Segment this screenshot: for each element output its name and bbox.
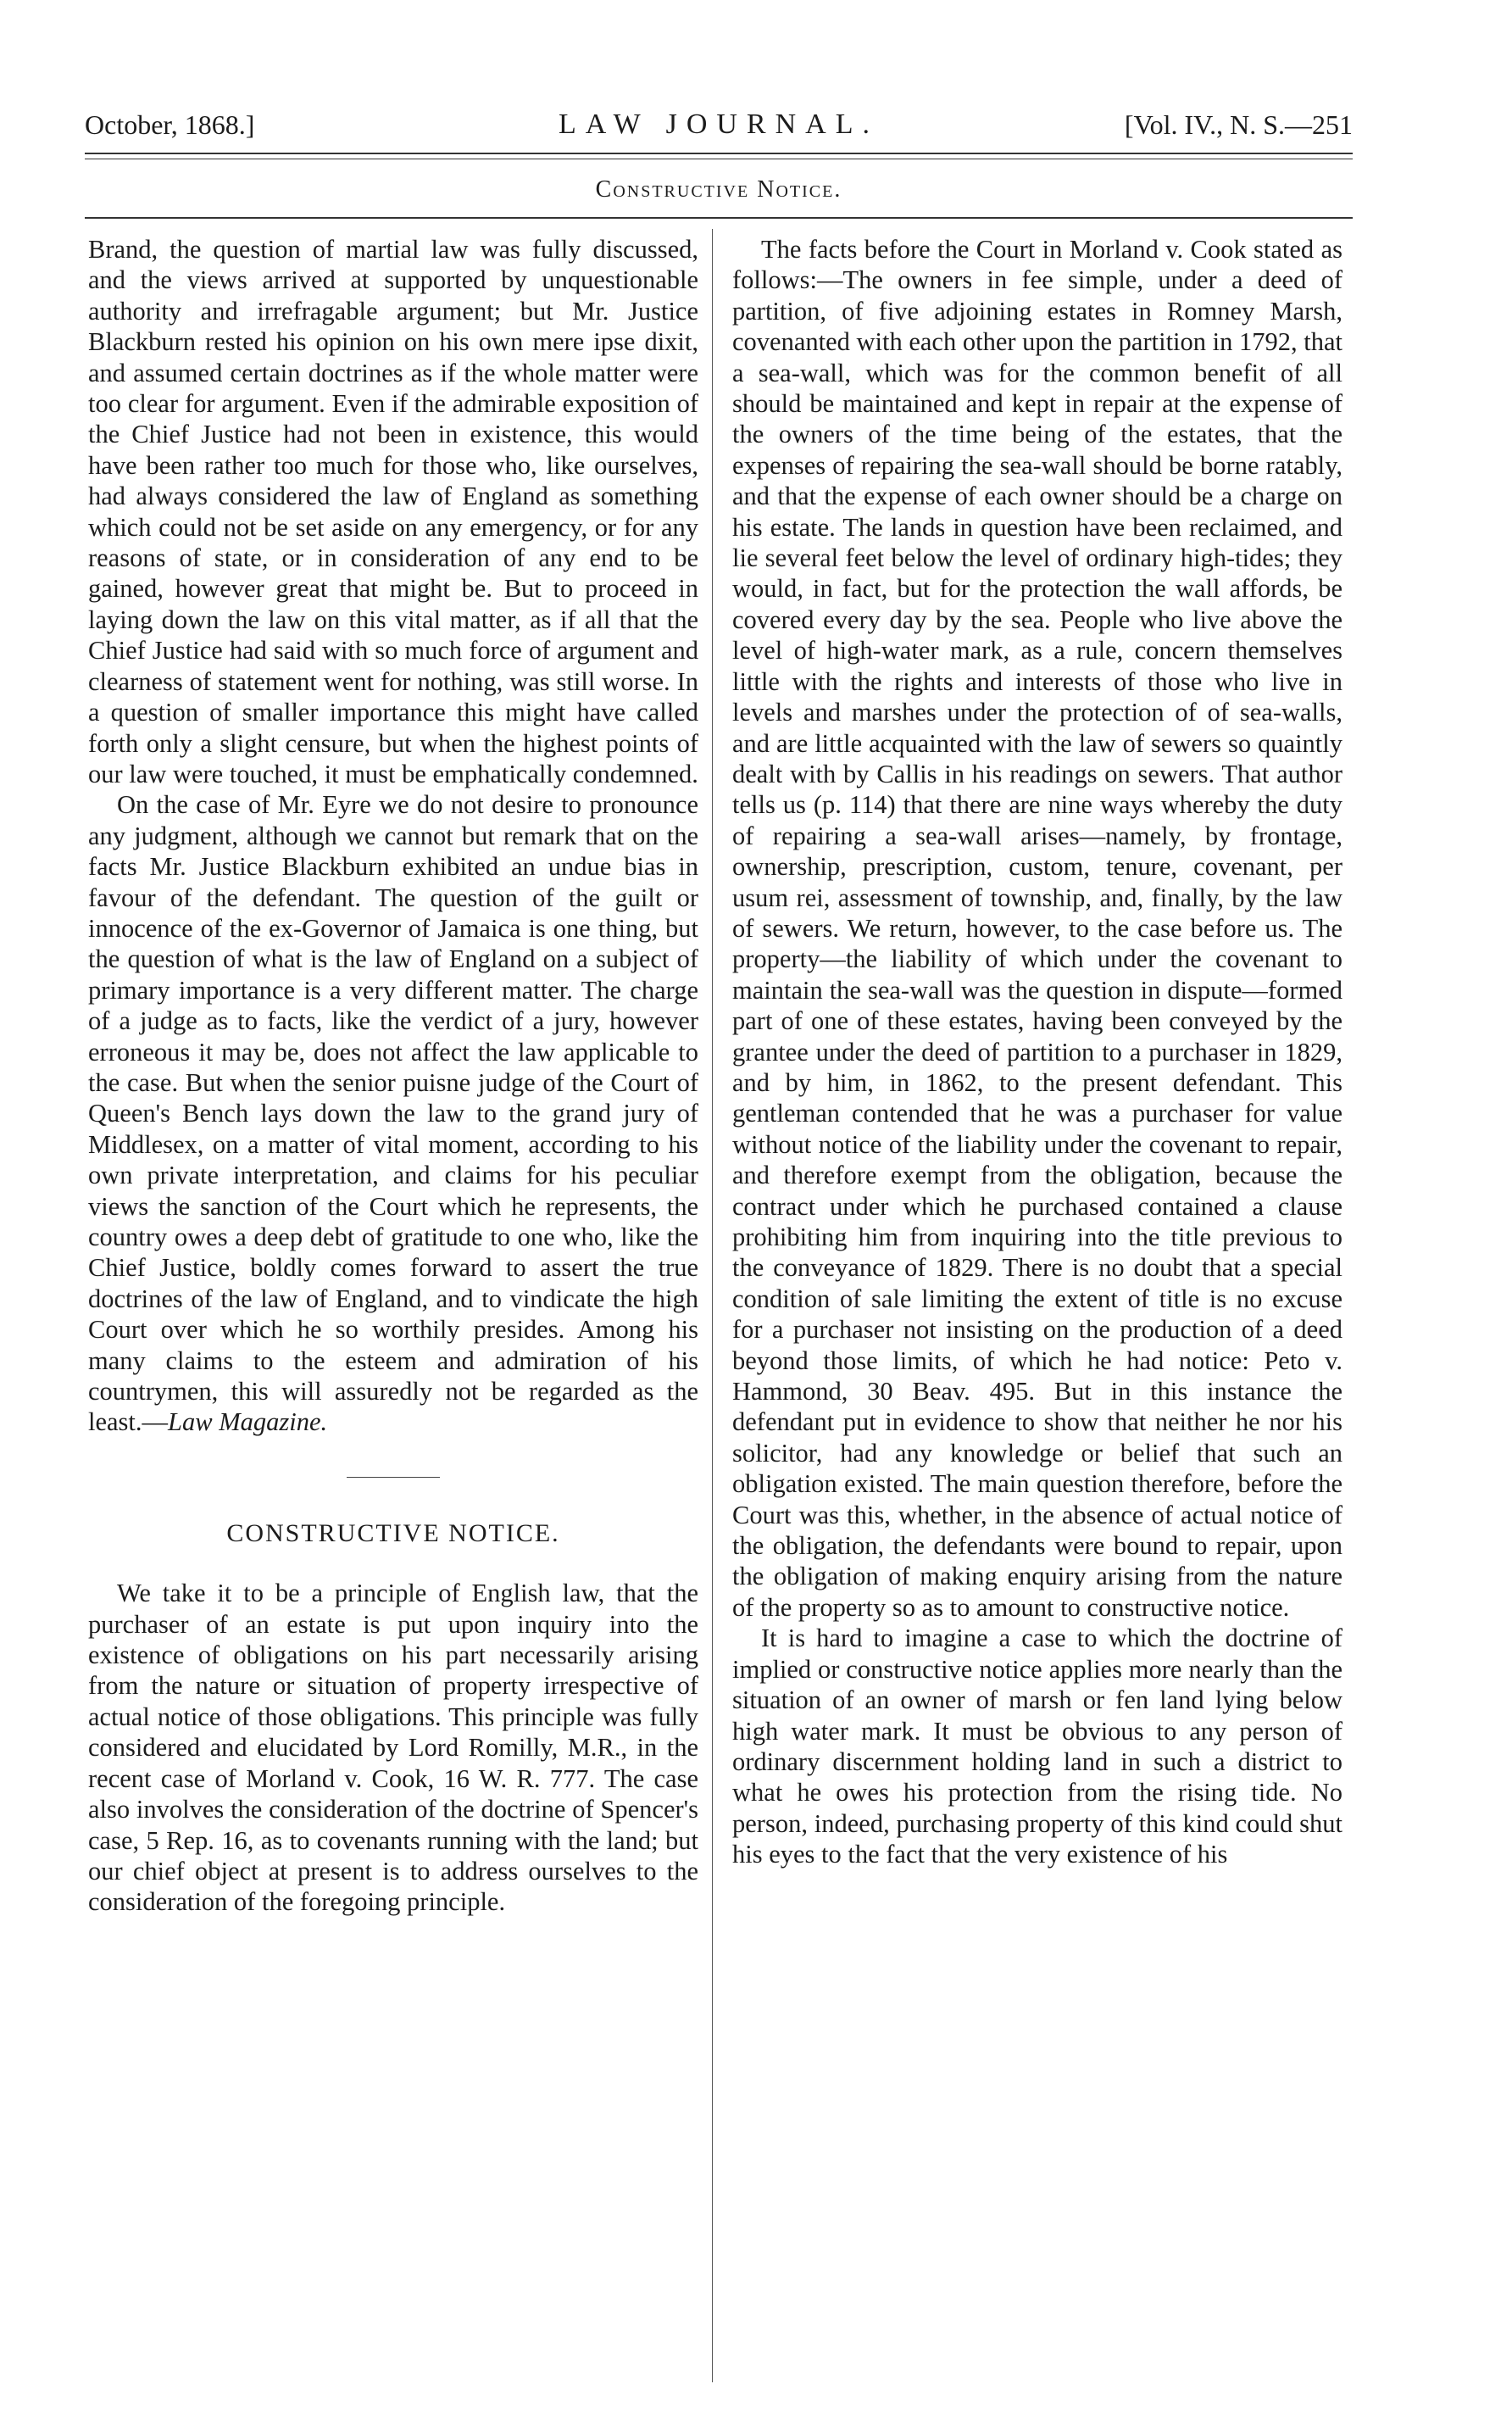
running-title: Constructive Notice.	[595, 176, 842, 203]
column-divider	[712, 229, 713, 2382]
header-date: October, 1868.]	[85, 109, 255, 140]
section-separator-rule	[347, 1477, 440, 1478]
right-column	[732, 234, 1342, 1870]
left-column	[88, 234, 698, 1918]
left-paragraph-3: We take it to be a principle of English law, that the purchaser of an estate is put upon inquiry into the existence of obligations on his part necessarily arising from the nature or situation of property irrespective of actual notice of those obligations. This principle was fully considered and elucidated by Lord Romilly, M.R., in the recent case of Morland v. Cook, 16 W. R. 777. The case also involves the consideration of the doctrine of Spencer's case, 5 Rep. 16, as to covenants running with the land; but our chief object at present is to address ourselves to the consideration of the foregoing principle.	[88, 1579, 698, 1917]
running-title-rule	[85, 217, 1353, 219]
right-paragraph-2: It is hard to imagine a case to which the doctrine of implied or constructive notice applies more nearly than the situation of an owner of marsh or fen land lying below high water mark. It must be obvious to any person of ordinary discernment holding land in such a district to what he owes his protection from the rising tide. No person, indeed, purchasing property of this kind could shut his eyes to the fact that the very existence of his	[732, 1624, 1342, 1869]
page-header	[85, 105, 1353, 144]
journal-title: LAW JOURNAL.	[559, 109, 879, 140]
signature-law-magazine: Law Magazine.	[168, 1407, 328, 1437]
left-paragraph-2	[88, 789, 698, 1438]
volume-page-number: [Vol. IV., N. S.—251	[1124, 109, 1353, 140]
left-paragraph-1: Brand, the question of martial law was fully discussed, and the views arrived at supported by unquestionable authority and irrefragable argument; but Mr. Justice Blackburn rested his opinion on his own mere ipse dixit, and assumed certain doctrines as if the whole matter were too clear for argument. Even if the admirable exposition of the Chief Justice had not been in existence, this would have been rather too much for those who, like ourselves, had always considered the law of England as something which could not be set aside on any emergency, or for any reasons of state, or in consideration of any end to be gained, however great that might be. But to proceed in laying down the law on this vital matter, as if all that the Chief Justice had said with so much force of argument and clearness of statement went for nothing, was still worse. In a question of smaller importance this might have called forth only a slight censure, but when the highest points of our law were touched, it must be emphatically condemned.	[88, 235, 698, 788]
right-paragraph-1: The facts before the Court in Morland v. Cook stated as follows:—The owners in fee simple, under a deed of partition, of five adjoining estates in Romney Marsh, covenanted with each other upon the partition in 1792, that a sea-wall, which was for the common benefit of all should be maintained and kept in repair at the expense of the owners of the time being of the estates, that the expenses of repairing the sea-wall should be borne ratably, and that the expense of each owner should be a charge on his estate. The lands in question have been reclaimed, and lie several feet below the level of ordinary high-tides; they would, in fact, but for the protection the wall affords, be covered every day by the sea. People who live above the level of high-water mark, as a rule, concern themselves little with the rights and interests of those who live in levels and marshes under the protection of of sea-walls, and are little acquainted with the law of sewers so quaintly dealt with by Callis in his readings on sewers. That author tells us (p. 114) that there are nine ways whereby the duty of repairing a sea-wall arises—namely, by frontage, ownership, prescription, custom, tenure, covenant, per usum rei, assessment of township, and, finally, by the law of sewers. We return, however, to the case before us. The property—the liability of which under the covenant to maintain the sea-wall was the question in dispute—formed part of one of these estates, having been conveyed by the grantee under the deed of partition to a purchaser in 1829, and by him, in 1862, to the present defendant. This gentleman contended that he was a purchaser for value without notice of the liability under the covenant to repair, and therefore exempt from the obligation, because the contract under which he purchased contained a clause prohibiting him from inquiring into the title previous to the conveyance of 1829. There is no doubt that a special condition of sale limiting the extent of title is no excuse for a purchaser not insisting on the production of a deed beyond those limits, of which he had notice: Peto v. Hammond, 30 Beav. 495. But in this instance the defendant put in evidence to show that neither he nor his solicitor, had any knowledge or belief that such an obligation existed. The main question therefore, before the Court was this, whether, in the absence of actual notice of the obligation, the defendants were bound to repair, upon the obligation of making enquiry arising from the nature of the property so as to amount to constructive notice.	[732, 235, 1342, 1622]
section-heading: CONSTRUCTIVE NOTICE.	[226, 1518, 560, 1547]
header-double-rule	[85, 153, 1353, 159]
left-paragraph-2-text: On the case of Mr. Eyre we do not desire to pronounce any judgment, although we cannot but remark that on the facts Mr. Justice Blackburn exhibited an undue bias in favour of the defendant. The question of the guilt or innocence of the ex-Governor of Jamaica is one thing, but the question of what is the law of England on a subject of primary importance is a very different matter. The charge of a judge as to facts, like the verdict of a jury, however erroneous it may be, does not affect the law applicable to the case. But when the senior puisne judge of the Court of Queen's Bench lays down the law to the grand jury of Middlesex, on a matter of vital moment, according to his own private interpretation, and claims for his peculiar views the sanction of the Court which he represents, the country owes a deep debt of gratitude to one who, like the Chief Justice, boldly comes forward to assert the true doctrines of the law of England, and to vindicate the high Court over which he so worthily presides. Among his many claims to the esteem and admiration of his countrymen, this will assuredly not be regarded as the least.—	[88, 790, 698, 1437]
